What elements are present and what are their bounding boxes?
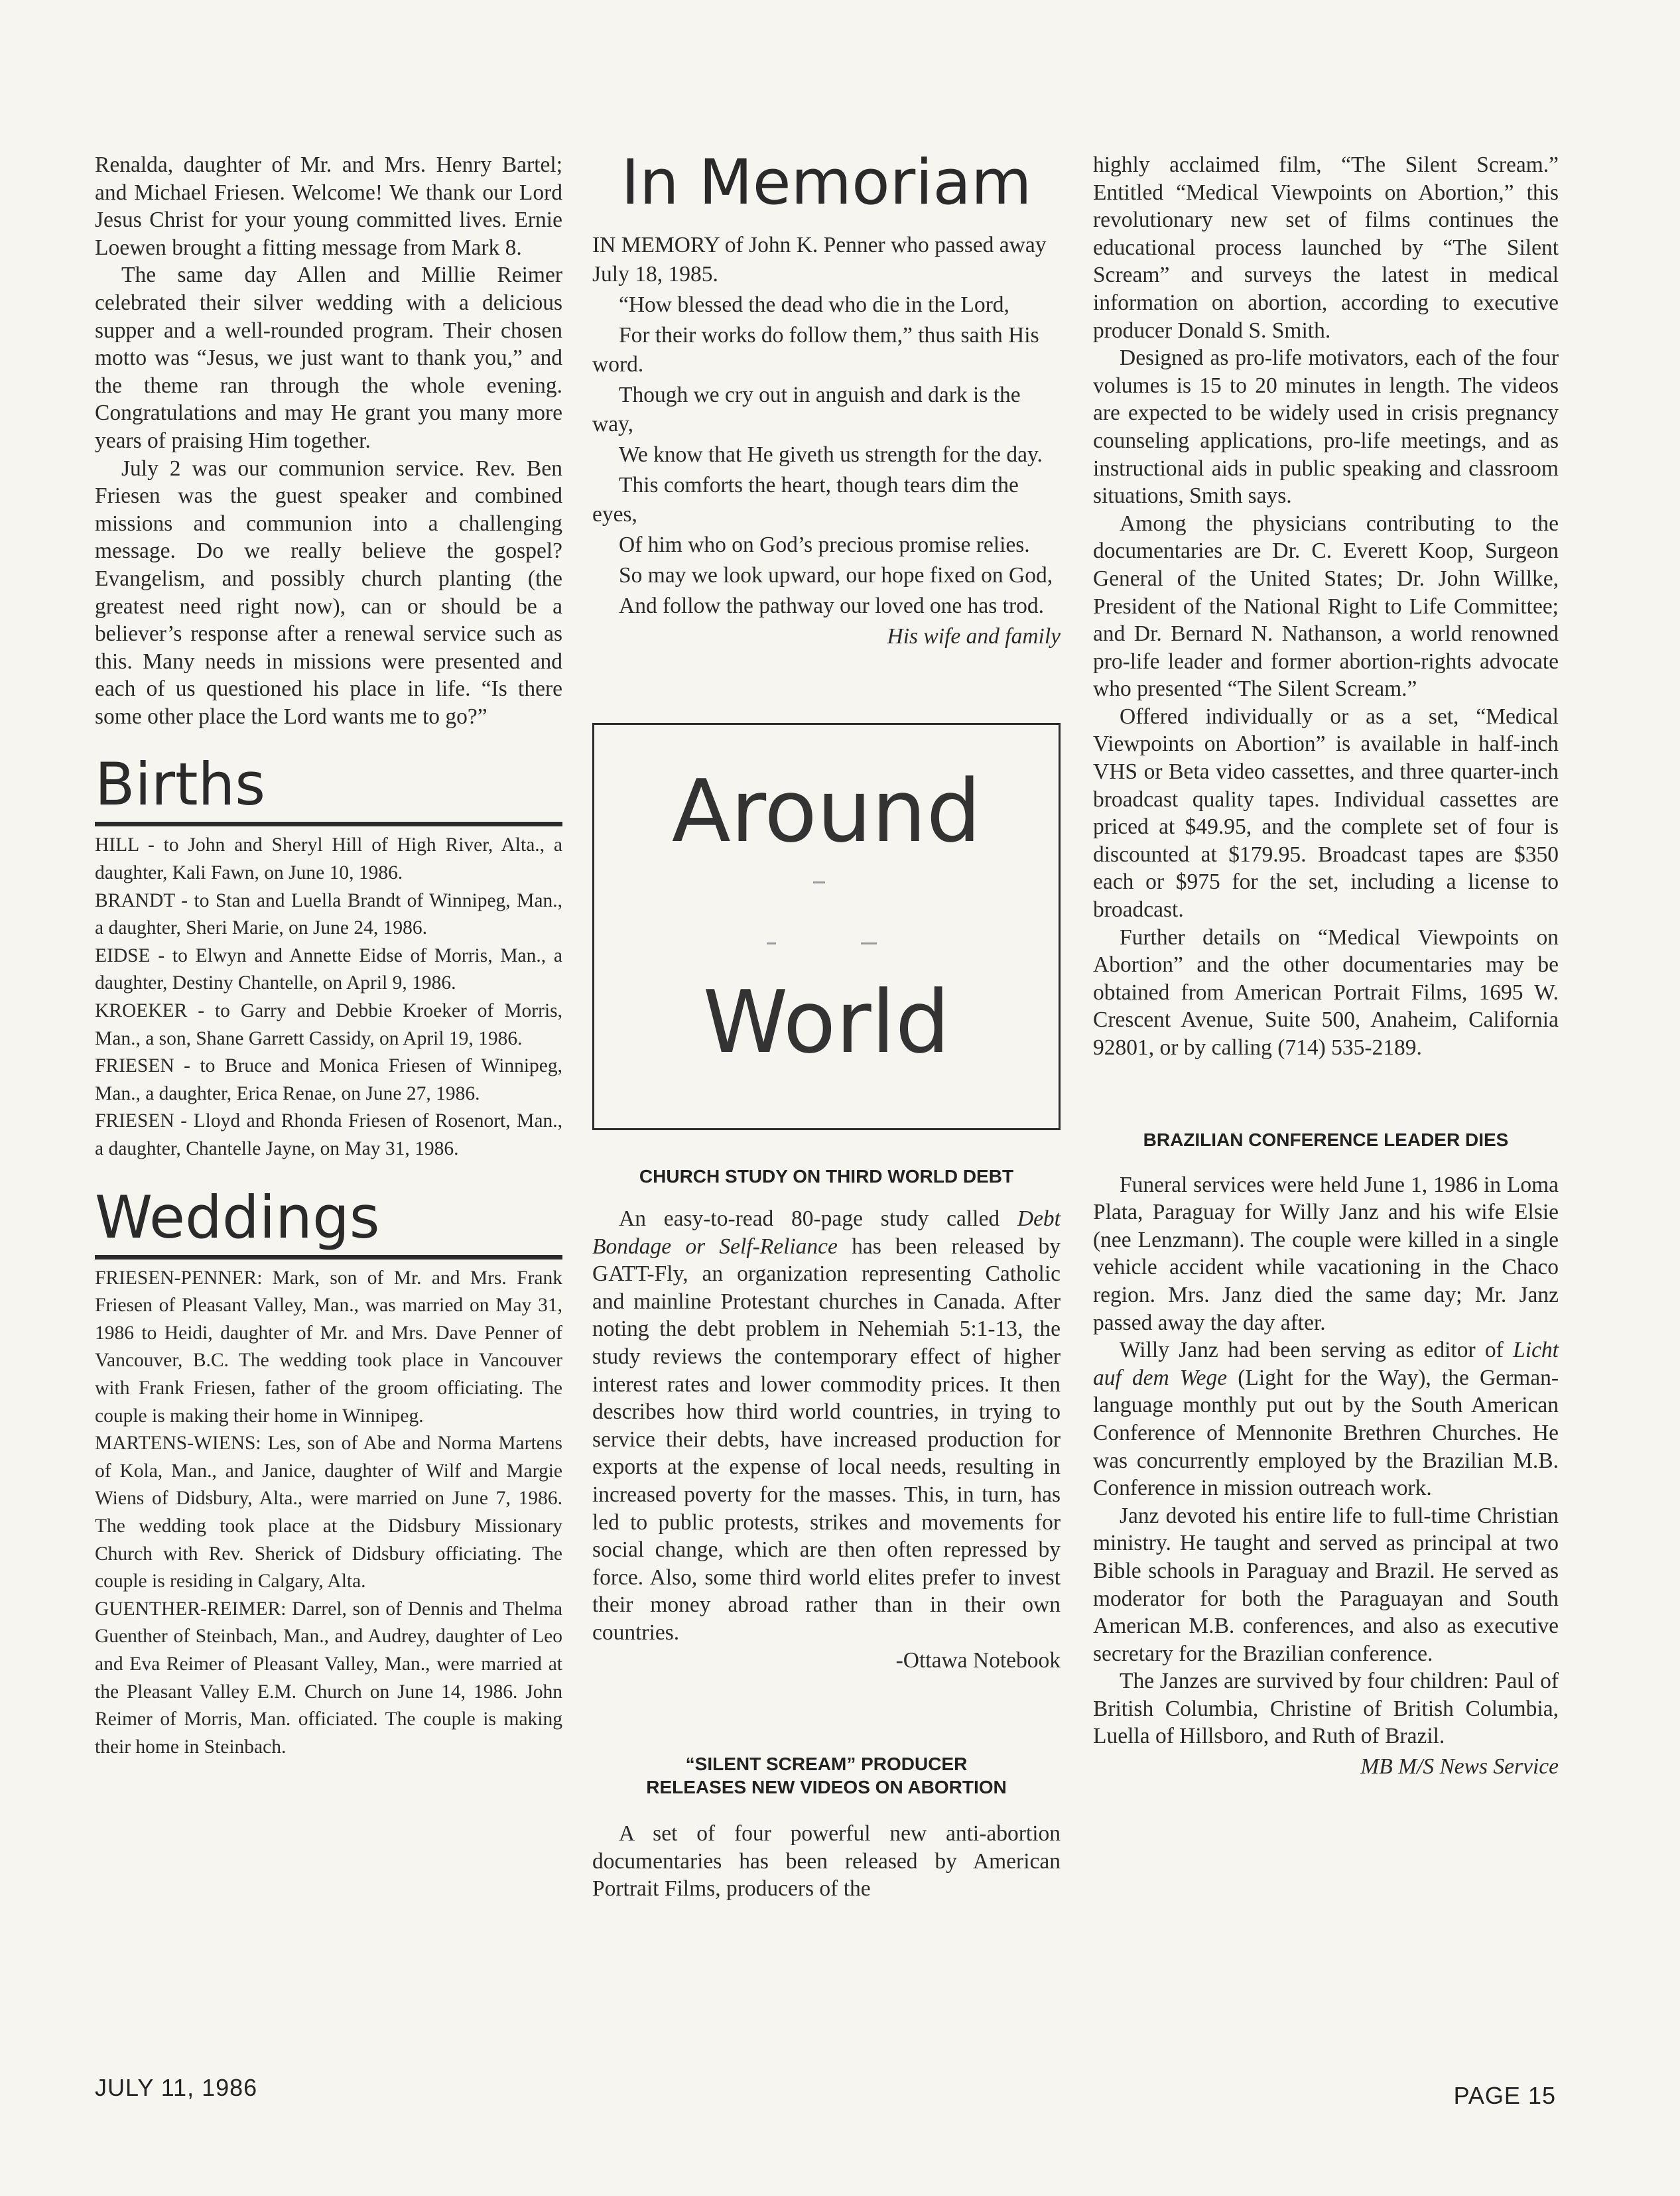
- brazil-text-rest: (Light for the Way), the German-language monthly put out by the South American Conference of Mennonite Brethren Churches. He was concurrently employed by the Brazilian M.B. Conference in mission outreach work.: [1093, 1365, 1559, 1501]
- memoriam-line: Though we cry out in anguish and dark is the way,: [592, 383, 1021, 436]
- memoriam-line: So may we look upward, our hope fixed on God,: [619, 563, 1053, 588]
- brazil-paragraph: The Janzes are survived by four children: Paul of British Columbia, Christine of British Columbia, Luella of Hillsboro, and Ruth of Brazil.: [1093, 1669, 1559, 1749]
- page-number: PAGE 15: [1453, 2082, 1556, 2109]
- birth-entry: HILL - to John and Sheryl Hill of High River, Alta., a daughter, Kali Fawn, on June 10, 1986.: [95, 834, 562, 884]
- debt-text-rest: has been released by GATT-Fly, an organization representing Catholic and mainline Protestant churches in Canada. After noting the debt problem in Nehemiah 5:1-13, the study reviews the contemporary effect of higher interest rates and lower commodity prices. It then describes how third world countries, in trying to service their debts, have increased production for exports at the expense of local needs, resulting in increased poverty for the masses. This, in turn, has led to public protests, strikes and movements for social change, which are then often repressed by force. Also, some third world elites prefer to invest their money abroad rather than in their own countries.: [592, 1234, 1061, 1645]
- brazil-paragraph: Janz devoted his entire life to full-time Christian ministry. He taught and served as principal at two Bible schools in Paraguay and Brazil. He served as moderator for both the Paraguayan and South American M.B. conferences, and also as executive secretary for the Brazilian conference.: [1093, 1503, 1559, 1666]
- debt-article-text: [592, 1205, 1061, 1647]
- silent-scream-paragraph: Among the physicians contributing to the documentaries are Dr. C. Everett Koop, Surgeon General of the United States; Dr. John Willke, President of the National Right to Life Committee; and Dr. Bernard N. Nathanson, a world renowned pro-life leader and former abortion-rights advocate who presented “The Silent Scream.”: [1093, 511, 1559, 702]
- silent-scream-paragraph: Offered individually or as a set, “Medical Viewpoints on Abortion” is available in half-inch VHS or Beta video cassettes, and three quarter-inch broadcast quality tapes. Individual cassettes are priced at $49.95, and the complete set of four is discounted at $179.95. Broadcast tapes are $350 each or $975 for the set, including a license to broadcast.: [1093, 704, 1559, 923]
- memoriam-line: For their works do follow them,” thus saith His word.: [592, 323, 1039, 377]
- community-news-paragraph: July 2 was our communion service. Rev. Ben Friesen was the guest speaker and combined missions and communion into a challenging message. Do we really believe the gospel? Evangelism, and possibly church planting (the greatest need right now), can or should be a believer’s response after a renewal service such as this. Many needs in missions were presented and each of us questioned his place in life. “Is there some other place the Lord wants me to go?”: [95, 456, 562, 729]
- debt-study-title: Debt Bondage or Self-Reliance: [592, 1206, 1061, 1259]
- memoriam-line: And follow the pathway our loved one has trod.: [619, 594, 1045, 618]
- birth-entry: EIDSE - to Elwyn and Annette Eidse of Morris, Man., a daughter, Destiny Chantelle, on April 9, 1986.: [95, 944, 562, 994]
- brazil-credit: MB M/S News Service: [1360, 1754, 1559, 1779]
- community-news-paragraph: The same day Allen and Millie Reimer celebrated their silver wedding with a delicious supper and a well-rounded program. Their chosen motto was “Jesus, we just want to thank you,” and the theme ran through the whole evening. Congratulations and may He grant you many more years of praising Him together.: [95, 263, 562, 453]
- debt-credit: -Ottawa Notebook: [895, 1647, 1061, 1673]
- silent-scream-headline: [592, 1752, 1061, 1799]
- brazil-paragraph: [1093, 1336, 1559, 1502]
- publication-title: Licht auf dem Wege: [1093, 1338, 1559, 1390]
- brazil-paragraph: Funeral services were held June 1, 1986 in Loma Plata, Paraguay for Willy Janz and his wife Elsie (nee Lenzmann). The couple were killed in a single vehicle accident while vacationing in the Chaco region. Mrs. Janz died the same day; Mr. Janz passed away the day after.: [1093, 1172, 1559, 1335]
- wedding-entry: MARTENS-WIENS: Les, son of Abe and Norma Martens of Kola, Man., and Janice, daughter of Wilf and Margie Wiens of Didsbury, Alta., were married on June 7, 1986. The wedding took place at the Didsbury Missionary Church with Rev. Sherick of Didsbury officiating. The couple is residing in Calgary, Alta.: [95, 1433, 562, 1592]
- faded-mark: [861, 942, 877, 944]
- memoriam-line: Of him who on God’s precious promise relies.: [619, 533, 1030, 557]
- silent-scream-paragraph: Further details on “Medical Viewpoints on Abortion” and the other documentaries may be obtained from American Portrait Films, 1695 W. Crescent Avenue, Suite 500, Anaheim, California 92801, or by calling (714) 535-2189.: [1093, 925, 1559, 1060]
- weddings-heading: Weddings: [95, 1185, 562, 1259]
- birth-entry: FRIESEN - Lloyd and Rhonda Friesen of Rosenort, Man., a daughter, Chantelle Jayne, on May 31, 1986.: [95, 1110, 562, 1159]
- column-right: [1093, 151, 1559, 1781]
- world-word: World: [702, 972, 950, 1072]
- memoriam-line: This comforts the heart, though tears dim the eyes,: [592, 473, 1019, 527]
- silent-scream-headline-line2: RELEASES NEW VIDEOS ON ABORTION: [646, 1777, 1007, 1798]
- faded-mark: [767, 942, 776, 944]
- issue-date: JULY 11, 1986: [95, 2074, 258, 2101]
- wedding-entry: FRIESEN-PENNER: Mark, son of Mr. and Mrs. Frank Friesen of Pleasant Valley, Man., was married on May 31, 1986 to Heidi, daughter of Mr. and Mrs. Dave Penner of Vancouver, B.C. The wedding took place in Vancouver with Frank Friesen, father of the groom officiating. The couple is making their home in Winnipeg.: [95, 1267, 562, 1427]
- silent-scream-paragraph: Designed as pro-life motivators, each of the four volumes is 15 to 20 minutes in length. The videos are expected to be widely used in crisis pregnancy counseling applications, pro-life meetings, and as instructional aids in public speaking and classroom situations, Smith says.: [1093, 346, 1559, 509]
- births-heading: Births: [95, 751, 562, 826]
- memoriam-line: “How blessed the dead who die in the Lord,: [619, 292, 1009, 317]
- silent-scream-paragraph: highly acclaimed film, “The Silent Scream.” Entitled “Medical Viewpoints on Abortion,” this revolutionary new set of films continues the educational process launched by “The Silent Scream” and surveys the latest in medical information on abortion, according to executive producer Donald S. Smith.: [1093, 153, 1559, 343]
- in-memoriam-heading: In Memoriam: [621, 147, 1032, 219]
- column-middle: [592, 147, 1061, 1903]
- column-left: [95, 151, 562, 1761]
- memoriam-line: IN MEMORY of John K. Penner who passed away July 18, 1985.: [592, 233, 1047, 287]
- memoriam-signature: His wife and family: [887, 624, 1061, 649]
- community-news-paragraph: Renalda, daughter of Mr. and Mrs. Henry Bartel; and Michael Friesen. Welcome! We thank our Lord Jesus Christ for your young committed lives. Ernie Loewen brought a fitting message from Mark 8.: [95, 153, 562, 260]
- silent-scream-headline-line1: “SILENT SCREAM” PRODUCER: [685, 1754, 968, 1775]
- memoriam-line: We know that He giveth us strength for the day.: [619, 442, 1043, 467]
- around-the-world-box: [592, 723, 1061, 1130]
- wedding-entry: GUENTHER-REIMER: Darrel, son of Dennis and Thelma Guenther of Steinbach, Man., and Audrey, daughter of Leo and Eva Reimer of Pleasant Valley, Man., were married at the Pleasant Valley E.M. Church on June 14, 1986. John Reimer of Morris, Man. officiated. The couple is making their home in Steinbach.: [95, 1598, 562, 1758]
- faded-mark: [813, 881, 825, 883]
- birth-entry: BRANDT - to Stan and Luella Brandt of Winnipeg, Man., a daughter, Sheri Marie, on June 24, 1986.: [95, 889, 562, 939]
- around-word: Around: [671, 761, 982, 862]
- brazil-text-start: Willy Janz had been serving as editor of: [1120, 1338, 1514, 1363]
- debt-headline: CHURCH STUDY ON THIRD WORLD DEBT: [639, 1166, 1014, 1187]
- silent-scream-paragraph: A set of four powerful new anti-abortion documentaries has been released by American Portrait Films, producers of the: [592, 1821, 1061, 1902]
- debt-text-start: An easy-to-read 80-page study called: [619, 1206, 1017, 1231]
- birth-entry: FRIESEN - to Bruce and Monica Friesen of Winnipeg, Man., a daughter, Erica Renae, on June 27, 1986.: [95, 1055, 562, 1104]
- brazil-headline: BRAZILIAN CONFERENCE LEADER DIES: [1143, 1129, 1509, 1150]
- birth-entry: KROEKER - to Garry and Debbie Kroeker of Morris, Man., a son, Shane Garrett Cassidy, on April 19, 1986.: [95, 1000, 562, 1049]
